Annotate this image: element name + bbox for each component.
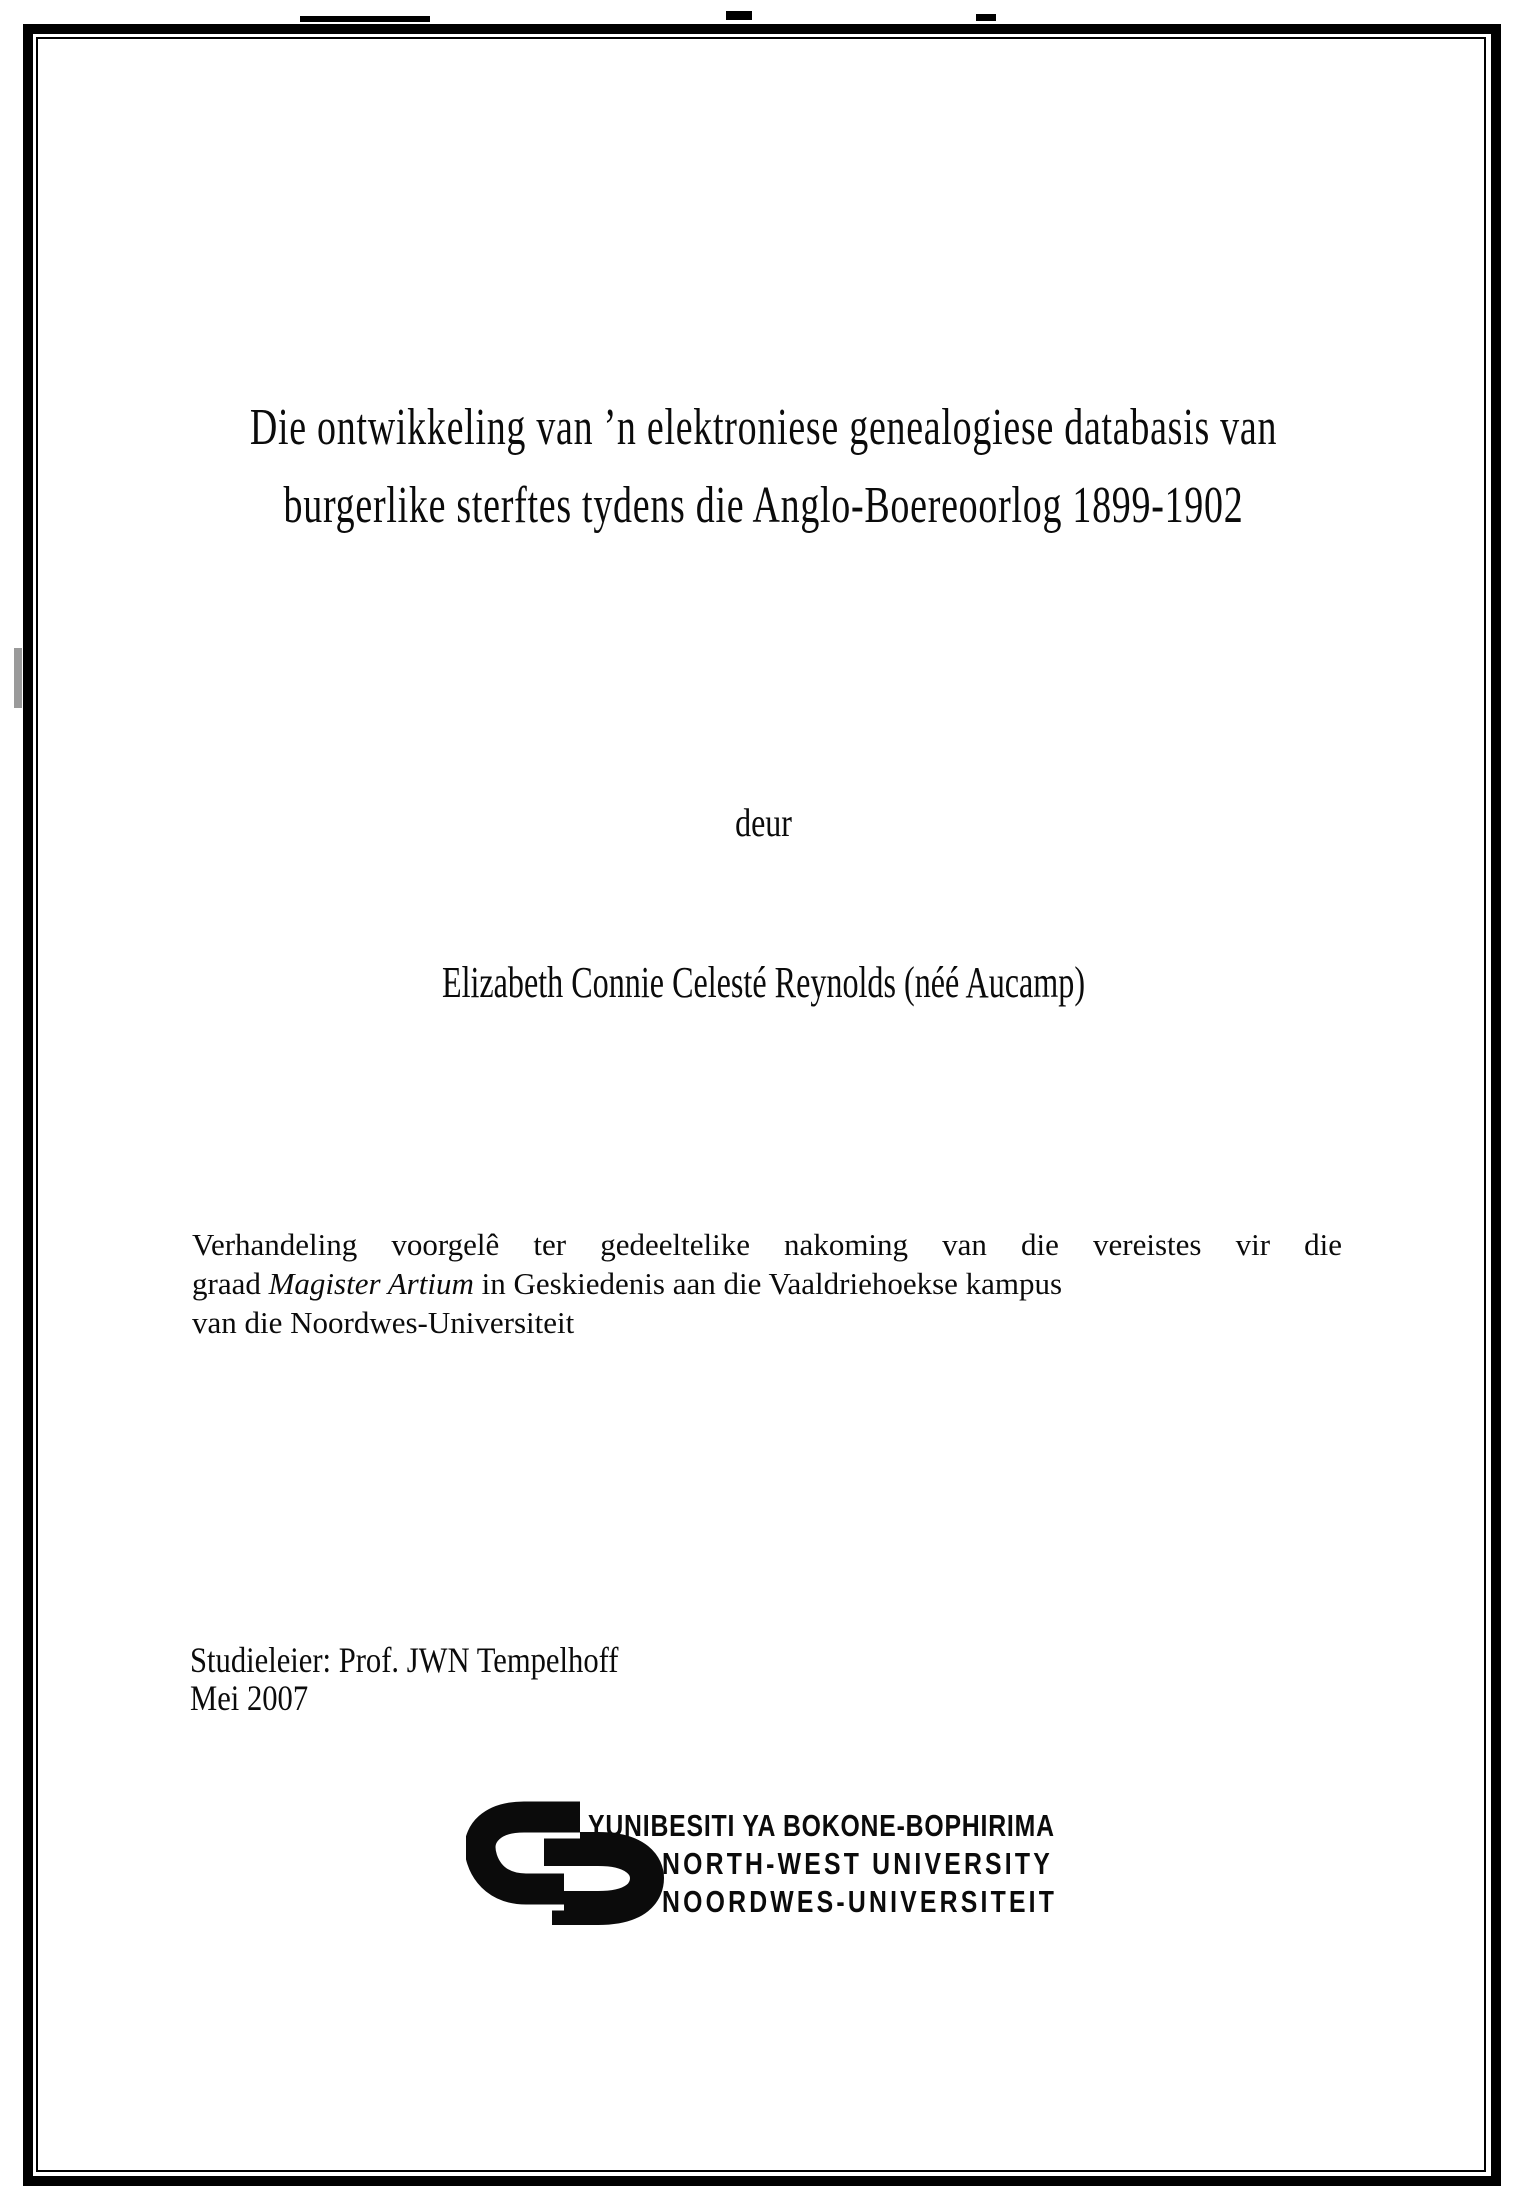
scan-artifact	[726, 11, 752, 20]
degree-name-italic: Magister Artium	[268, 1266, 474, 1301]
degree-statement-line-2-pre: graad	[192, 1266, 269, 1301]
thesis-title-line-2: burgerlike sterftes tydens die Anglo-Boereoorlog 1899-1902	[283, 477, 1244, 534]
scan-artifact	[300, 16, 430, 22]
degree-statement-line-2-post: in Geskiedenis aan die Vaaldriehoekse kampus	[473, 1266, 1063, 1301]
scan-artifact	[976, 14, 996, 21]
logo-text-english: NORTH-WEST UNIVERSITY	[662, 1846, 1053, 1881]
byline-deur: deur	[735, 800, 792, 845]
scan-artifact	[14, 648, 22, 708]
logo-text-afrikaans: NOORDWES-UNIVERSITEIT	[662, 1884, 1058, 1919]
degree-statement-line-1: Verhandeling voorgelê ter gedeeltelike nakoming van die vereistes vir die	[192, 1227, 1342, 1262]
logo-text-setswana: YUNIBESITI YA BOKONE-BOPHIRIMA	[588, 1808, 1055, 1843]
date-line: Mei 2007	[190, 1678, 309, 1718]
degree-statement-line-3: van die Noordwes-Universiteit	[192, 1305, 575, 1340]
thesis-title-line-1: Die ontwikkeling van ’n elektroniese genealogiese databasis van	[249, 399, 1278, 456]
degree-statement-line-2	[192, 1264, 1342, 1303]
degree-statement	[192, 1225, 1342, 1342]
supervisor-line: Studieleier: Prof. JWN Tempelhoff	[190, 1640, 619, 1680]
author-name: Elizabeth Connie Celesté Reynolds (néé Aucamp)	[441, 958, 1086, 1007]
supervisor-block	[190, 1641, 618, 1717]
